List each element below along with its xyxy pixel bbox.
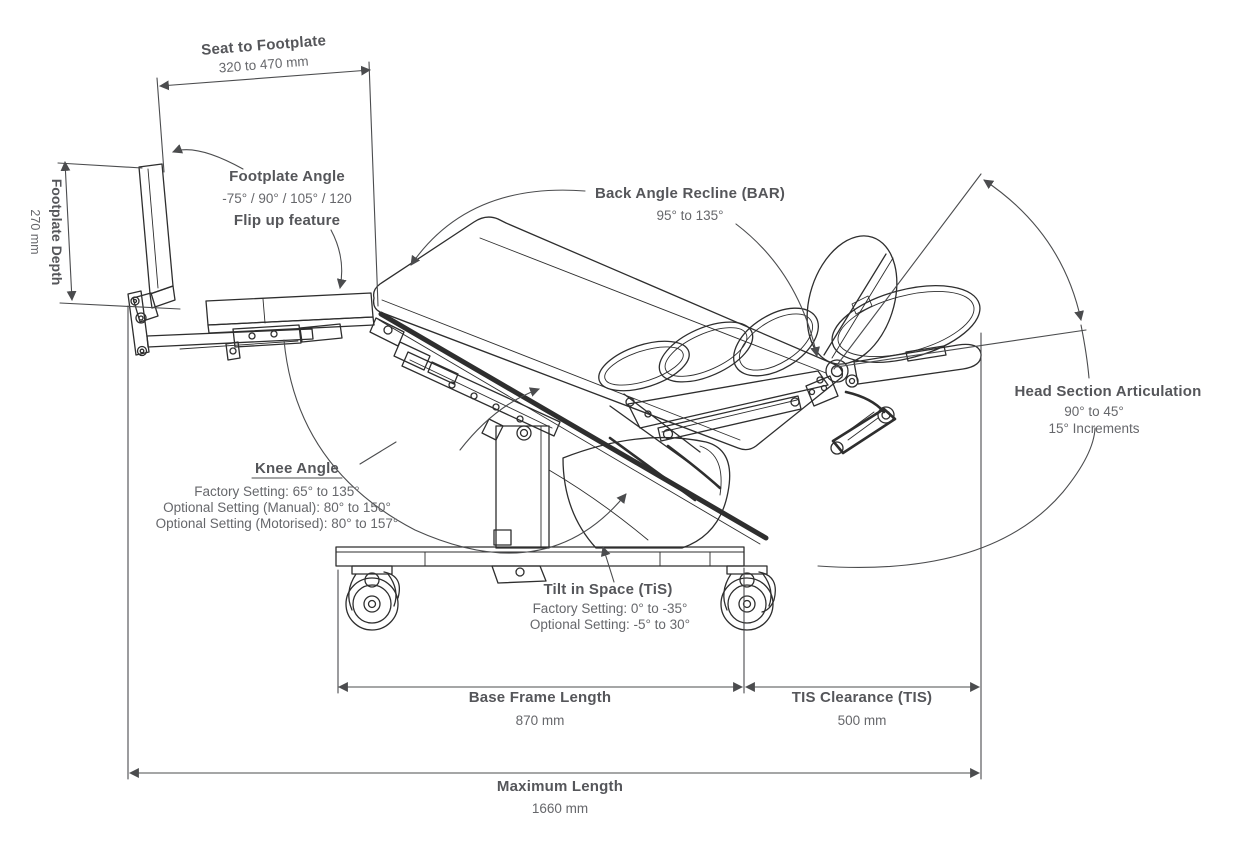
footplate-angle-value: -75° / 90° / 105° / 120 — [222, 191, 352, 206]
footplate — [128, 164, 175, 356]
head-section-note: 15° Increments — [1048, 421, 1140, 436]
dim-head-section-articulation — [834, 174, 1201, 436]
tilt-in-space-line2: Optional Setting: -5° to 30° — [529, 617, 691, 632]
tis-clearance-value: 500 mm — [837, 713, 887, 728]
knee-angle-line3: Optional Setting (Motorised): 80° to 157° — [155, 516, 399, 531]
knee-angle-line1: Factory Setting: 65° to 135° — [194, 484, 360, 499]
footplate-depth-label: Footplate Depth — [49, 178, 65, 286]
maximum-length-label: Maximum Length — [496, 778, 624, 795]
caster-left — [346, 566, 399, 630]
annotation-tilt-in-space — [530, 547, 690, 632]
legrest-arm — [147, 329, 313, 360]
caster-right — [721, 566, 775, 630]
release-lever — [831, 407, 895, 454]
annotation-knee-angle — [156, 442, 399, 531]
seat-mechanism — [370, 318, 560, 440]
back-angle-label: Back Angle Recline (BAR) — [594, 185, 786, 202]
dim-maximum-length — [128, 306, 979, 816]
tilt-in-space-label: Tilt in Space (TiS) — [543, 581, 673, 598]
head-section — [628, 344, 981, 428]
base-frame-length-value: 870 mm — [515, 713, 565, 728]
pedestal-column — [494, 426, 549, 548]
seat-to-footplate-label: Seat to Footplate — [200, 32, 327, 59]
footplate-angle-label: Footplate Angle — [229, 168, 345, 185]
head-section-value: 90° to 45° — [1064, 404, 1124, 419]
tis-clearance-label: TIS Clearance (TIS) — [791, 689, 933, 706]
chair-drawing — [128, 164, 1095, 630]
maximum-length-value: 1660 mm — [531, 801, 589, 816]
footrest-sweep-arc — [818, 428, 1095, 567]
tilt-in-space-line1: Factory Setting: 0° to -35° — [532, 601, 688, 616]
annotation-footplate-angle — [173, 150, 352, 288]
base-frame — [336, 547, 744, 583]
seat-to-footplate-value: 320 to 470 mm — [218, 53, 310, 76]
knee-angle-line2: Optional Setting (Manual): 80° to 150° — [163, 500, 391, 515]
head-section-label: Head Section Articulation — [1014, 383, 1202, 400]
knee-angle-label: Knee Angle — [255, 460, 339, 477]
footplate-depth-value: 270 mm — [28, 209, 42, 255]
dim-footplate-depth — [28, 162, 180, 309]
back-frame — [610, 394, 801, 488]
base-frame-length-label: Base Frame Length — [468, 689, 612, 706]
footplate-angle-note: Flip up feature — [233, 212, 341, 229]
backrest — [374, 217, 843, 544]
back-angle-value: 95° to 135° — [656, 208, 724, 223]
seat-shroud — [549, 438, 730, 548]
seat-platform — [206, 293, 374, 347]
